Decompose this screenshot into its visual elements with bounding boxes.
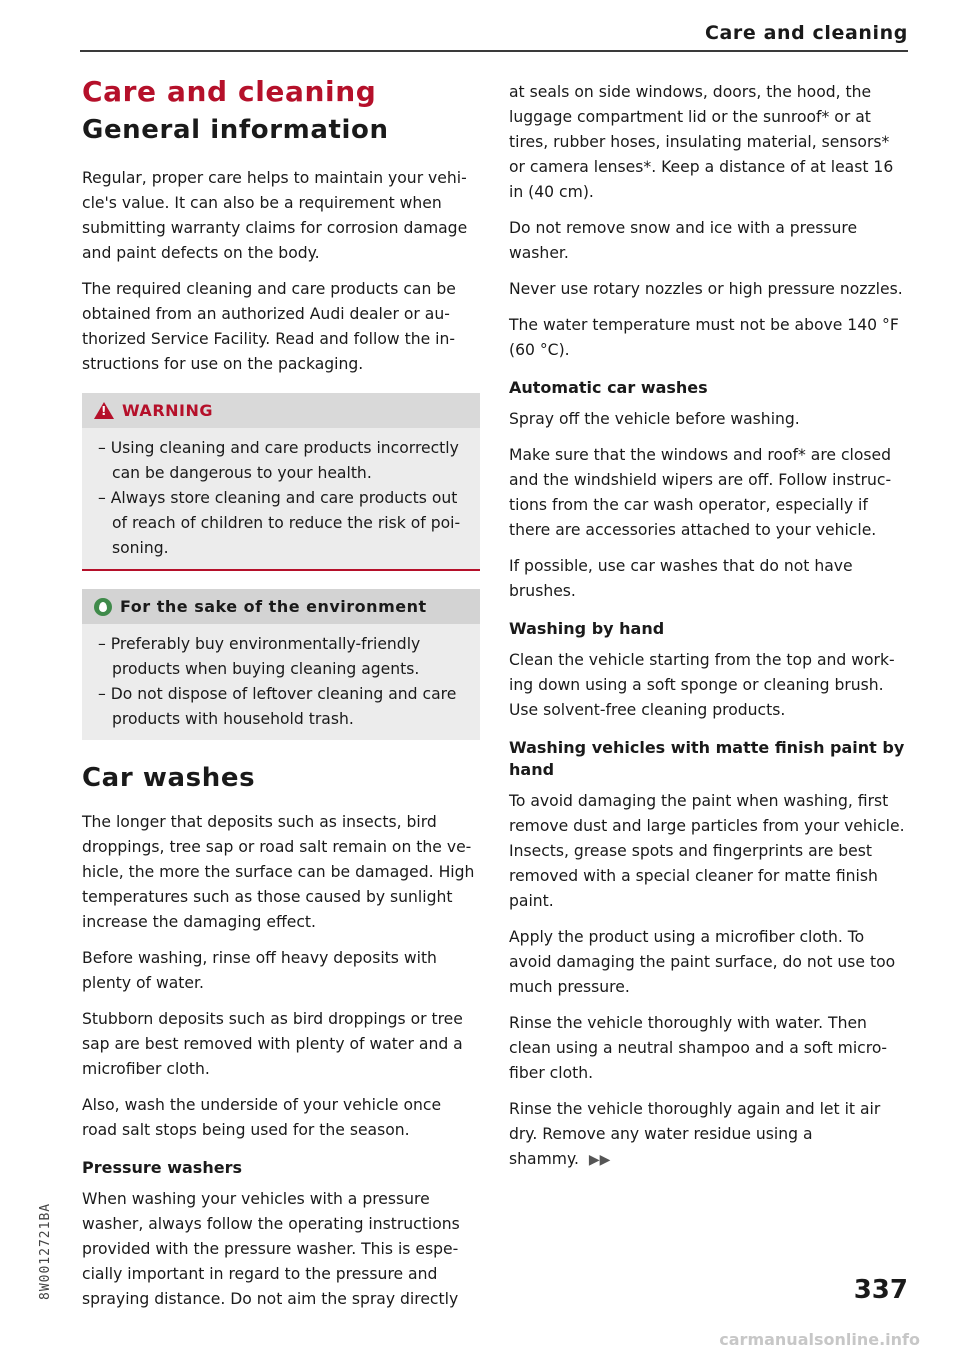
paragraph: Apply the product using a microfiber cloth. To avoid damaging the paint surface, do not use too much pressure. bbox=[509, 928, 896, 996]
document-code: 8W0012721BA bbox=[38, 1202, 53, 1300]
environment-box bbox=[82, 589, 480, 740]
paragraph: at seals on side windows, doors, the hood, the luggage compartment lid or the sunroof* or at tires, rubber hoses, insulating material, sensors* or camera lenses*. Keep a distance of at least 16 in (40 cm). bbox=[509, 83, 894, 201]
warning-label: WARNING bbox=[122, 401, 213, 421]
paragraph: Stubborn deposits such as bird droppings or tree sap are best removed with plenty of water and a microfiber cloth. bbox=[82, 1009, 463, 1078]
running-header: Care and cleaning bbox=[704, 22, 908, 44]
warning-header bbox=[82, 393, 480, 428]
list-item: – Do not dispose of leftover cleaning and care products with household trash. bbox=[98, 685, 457, 729]
environment-body bbox=[82, 624, 480, 740]
paragraph-last bbox=[509, 1097, 907, 1173]
paragraph: When washing your vehicles with a pressure washer, always follow the operating instructions provided with the pressure washer. This is especially important in regard to the pressure and spraying distance. Do not aim the spray directly bbox=[82, 1189, 460, 1308]
paragraph: Spray off the vehicle before washing. bbox=[509, 410, 800, 428]
paragraph-text: Rinse the vehicle thoroughly again and let it air dry. Remove any water residue using a shammy. bbox=[509, 1100, 881, 1168]
page-number: 337 bbox=[853, 1275, 908, 1305]
subheading-automatic-car-washes: Automatic car washes bbox=[509, 378, 708, 397]
paragraph: The water temperature must not be above 140 °F (60 °C). bbox=[509, 316, 899, 359]
paragraph: If possible, use car washes that do not have brushes. bbox=[509, 557, 853, 600]
header-rule bbox=[80, 50, 908, 52]
paragraph: Rinse the vehicle thoroughly with water. Then clean using a neutral shampoo and a soft microfiber cloth. bbox=[509, 1014, 888, 1082]
list-item: – Always store cleaning and care products out of reach of children to reduce the risk of poisoning. bbox=[98, 489, 461, 558]
section-title-general: General information bbox=[82, 115, 389, 146]
paragraph: Never use rotary nozzles or high pressure nozzles. bbox=[509, 280, 903, 298]
paragraph: Clean the vehicle starting from the top and working down using a soft sponge or cleaning brush. Use solvent-free cleaning products. bbox=[509, 651, 895, 719]
list-item: – Preferably buy environmentally-friendly products when buying cleaning agents. bbox=[98, 635, 421, 679]
list-item: – Using cleaning and care products incorrectly can be dangerous to your health. bbox=[98, 439, 459, 483]
paragraph: Regular, proper care helps to maintain your vehicle's value. It can also be a requirement when submitting warranty claims for corrosion damage and paint defects on the body. bbox=[82, 169, 468, 263]
warning-box bbox=[82, 393, 480, 571]
paragraph: Before washing, rinse off heavy deposits with plenty of water. bbox=[82, 948, 437, 992]
paragraph: The longer that deposits such as insects, bird droppings, tree sap or road salt remain on the vehicle, the more the surface can be damaged. High temperatures such as those caused by sunlight increase the damaging effect. bbox=[82, 812, 475, 931]
paragraph: Also, wash the underside of your vehicle once road salt stops being used for the season. bbox=[82, 1095, 442, 1139]
environment-leaf-icon bbox=[94, 598, 112, 616]
subheading-washing-by-hand: Washing by hand bbox=[509, 619, 665, 638]
environment-header bbox=[82, 589, 480, 624]
warning-body bbox=[82, 428, 480, 569]
watermark: carmanualsonline.info bbox=[719, 1330, 920, 1349]
paragraph: To avoid damaging the paint when washing, first remove dust and large particles from your vehicle. Insects, grease spots and fingerprints are best removed with a special cleaner for matte finish paint. bbox=[509, 792, 905, 910]
right-column bbox=[509, 80, 907, 1184]
continue-arrow-icon: ▶▶ bbox=[588, 1152, 611, 1168]
section-title-car-washes: Car washes bbox=[82, 763, 256, 794]
paragraph: Make sure that the windows and roof* are closed and the windshield wipers are off. Follow instructions from the car wash operator, especially if there are accessories attached to your vehicle. bbox=[509, 446, 892, 539]
environment-label: For the sake of the environment bbox=[120, 597, 427, 617]
chapter-title: Care and cleaning bbox=[82, 75, 377, 108]
warning-triangle-icon bbox=[94, 402, 114, 419]
subheading-matte-finish: Washing vehicles with matte finish paint by hand bbox=[509, 738, 905, 779]
left-column bbox=[82, 74, 480, 1323]
paragraph: The required cleaning and care products can be obtained from an authorized Audi dealer or authorized Service Facility. Read and follow the instructions for use on the packaging. bbox=[82, 280, 456, 374]
paragraph: Do not remove snow and ice with a pressure washer. bbox=[509, 219, 858, 262]
subheading-pressure-washers: Pressure washers bbox=[82, 1157, 242, 1177]
